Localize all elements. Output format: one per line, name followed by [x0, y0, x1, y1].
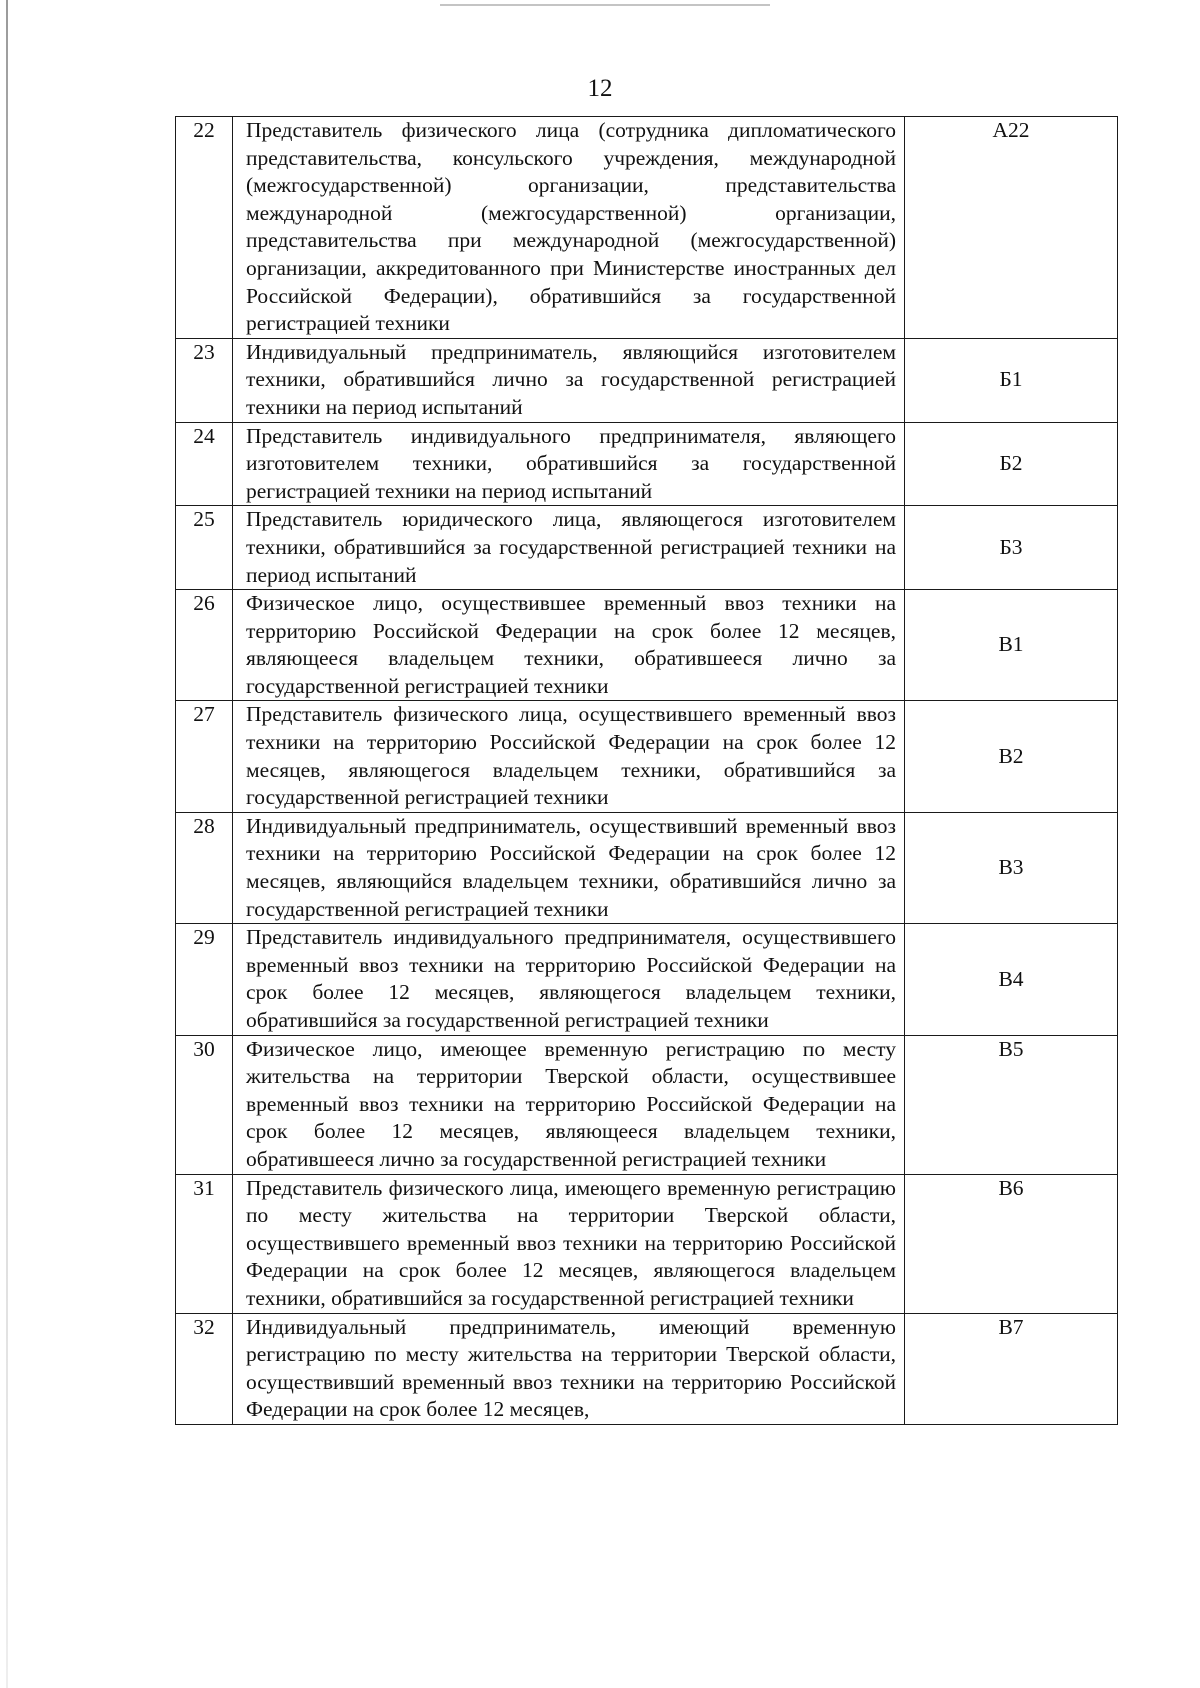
row-code: В7	[905, 1313, 1118, 1424]
row-description: Представитель физического лица, имеющего временную регистрацию по месту жительства на территории Тверской области, осуществившего временный ввоз техники на территорию Российской Федерации на срок более 12 месяцев, являющегося владельцем техники, обратившийся за государственной регистрацией техники	[233, 1174, 905, 1313]
row-description: Индивидуальный предприниматель, имеющий временную регистрацию по месту жительства на территории Тверской области, осуществивший временный ввоз техники на территорию Российской Федерации на срок более 12 месяцев,	[233, 1313, 905, 1424]
table-row	[176, 117, 1118, 339]
table-row	[176, 338, 1118, 422]
row-code: В3	[905, 812, 1118, 923]
row-code: В2	[905, 701, 1118, 812]
row-code: А22	[905, 117, 1118, 339]
row-number: 32	[176, 1313, 233, 1424]
row-description: Представитель индивидуального предпринимателя, являющего изготовителем техники, обратившийся за государственной регистрацией техники на период испытаний	[233, 422, 905, 506]
row-description: Представитель юридического лица, являющегося изготовителем техники, обратившийся за государственной регистрацией техники на период испытаний	[233, 506, 905, 590]
row-code: В4	[905, 924, 1118, 1035]
row-code: Б1	[905, 338, 1118, 422]
row-description: Представитель физического лица, осуществившего временный ввоз техники на территорию Российской Федерации на срок более 12 месяцев, являющегося владельцем техники, обратившийся за государственной регистрацией техники	[233, 701, 905, 812]
scan-edge-top	[440, 4, 770, 6]
row-number: 28	[176, 812, 233, 923]
row-number: 23	[176, 338, 233, 422]
table-row	[176, 422, 1118, 506]
row-description: Физическое лицо, имеющее временную регистрацию по месту жительства на территории Тверской области, осуществившее временный ввоз техники на территорию Российской Федерации на срок более 12 месяцев, являющееся владельцем техники, обратившееся лично за государственной регистрацией техники	[233, 1035, 905, 1174]
row-description: Индивидуальный предприниматель, являющийся изготовителем техники, обратившийся лично за государственной регистрацией техники на период испытаний	[233, 338, 905, 422]
row-number: 22	[176, 117, 233, 339]
table-row	[176, 812, 1118, 923]
scan-edge-left	[6, 0, 8, 1688]
row-code: В5	[905, 1035, 1118, 1174]
row-description: Индивидуальный предприниматель, осуществивший временный ввоз техники на территорию Российской Федерации на срок более 12 месяцев, являющийся владельцем техники, обратившийся лично за государственной регистрацией техники	[233, 812, 905, 923]
row-number: 25	[176, 506, 233, 590]
row-description: Представитель физического лица (сотрудника дипломатического представительства, консульского учреждения, международной (межгосударственной) организации, представительства международной (межгосударственной) организации, представительства при международной (межгосударственной) организации, аккредитованного при Министерстве иностранных дел Российской Федерации), обратившийся за государственной регистрацией техники	[233, 117, 905, 339]
page-number: 12	[587, 75, 613, 102]
table-row	[176, 1174, 1118, 1313]
row-number: 27	[176, 701, 233, 812]
table-row	[176, 1313, 1118, 1424]
row-code: Б3	[905, 506, 1118, 590]
registration-table	[175, 116, 1118, 1425]
table-row	[176, 506, 1118, 590]
table-row	[176, 1035, 1118, 1174]
table-row	[176, 590, 1118, 701]
row-number: 24	[176, 422, 233, 506]
row-code: Б2	[905, 422, 1118, 506]
table-row	[176, 701, 1118, 812]
row-description: Физическое лицо, осуществившее временный ввоз техники на территорию Российской Федерации на срок более 12 месяцев, являющееся владельцем техники, обратившееся лично за государственной регистрацией техники	[233, 590, 905, 701]
row-number: 31	[176, 1174, 233, 1313]
row-code: В6	[905, 1174, 1118, 1313]
row-number: 30	[176, 1035, 233, 1174]
row-number: 29	[176, 924, 233, 1035]
row-code: В1	[905, 590, 1118, 701]
table-row	[176, 924, 1118, 1035]
row-description: Представитель индивидуального предпринимателя, осуществившего временный ввоз техники на территорию Российской Федерации на срок более 12 месяцев, являющегося владельцем техники, обратившийся за государственной регистрацией техники	[233, 924, 905, 1035]
row-number: 26	[176, 590, 233, 701]
